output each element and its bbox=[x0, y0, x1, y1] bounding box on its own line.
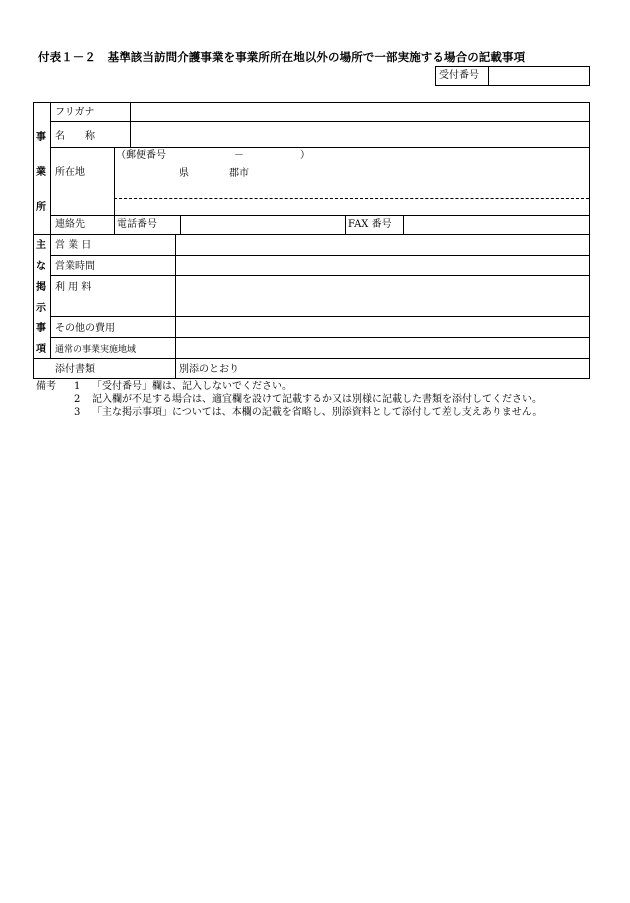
office-section-char-1: 事 bbox=[36, 132, 46, 143]
phone-label: 電話番号 bbox=[117, 219, 157, 230]
receipt-divider bbox=[488, 67, 489, 85]
name-label: 名 称 bbox=[55, 131, 95, 142]
main-items-section-char-6: 項 bbox=[36, 344, 46, 355]
name-field[interactable] bbox=[134, 126, 584, 144]
attachment-value: 別添のとおり bbox=[179, 364, 239, 375]
attachment-label: 添付書類 bbox=[55, 364, 95, 375]
contact-label: 連絡先 bbox=[55, 219, 85, 230]
prefecture-label: 県 bbox=[179, 168, 189, 179]
line-address-bottom bbox=[50, 215, 589, 216]
postal-dash: － bbox=[234, 150, 244, 161]
fax-field[interactable] bbox=[407, 219, 585, 231]
postal-label: （郵便番号 bbox=[116, 150, 166, 161]
main-items-section-char-5: 事 bbox=[36, 323, 46, 334]
phone-field[interactable] bbox=[184, 219, 341, 231]
business-hours-label: 営業時間 bbox=[55, 261, 95, 272]
other-fees-label: その他の費用 bbox=[55, 323, 115, 334]
furigana-field[interactable] bbox=[134, 106, 584, 119]
note-3-number: 3 bbox=[74, 407, 81, 418]
line-other-fees-bottom bbox=[50, 337, 589, 338]
fee-label: 利 用 料 bbox=[55, 282, 92, 293]
city-label: 郡市 bbox=[229, 168, 249, 179]
service-area-field[interactable] bbox=[179, 340, 585, 356]
main-items-section-char-1: 主 bbox=[36, 240, 46, 251]
fax-label-right-divider bbox=[403, 215, 404, 234]
line-business-days-bottom bbox=[50, 255, 589, 256]
line-address-dashed bbox=[114, 198, 589, 199]
note-1-number: 1 bbox=[74, 381, 81, 392]
note-3-text: 「主な掲示事項」については、本欄の記載を省略し、別添資料として添付して差し支えありません。 bbox=[92, 407, 543, 418]
note-2-text: 記入欄が不足する場合は、適宜欄を設けて記載するか又は別様に記載した書類を添付してください。 bbox=[92, 394, 542, 405]
address-label: 所在地 bbox=[55, 167, 85, 178]
main-items-section-char-2: な bbox=[36, 261, 46, 272]
fax-label: FAX 番号 bbox=[348, 219, 392, 230]
main-items-section-char-3: 掲 bbox=[36, 282, 46, 293]
main-items-label-divider bbox=[175, 234, 176, 378]
note-1-text: 「受付番号」欄は、記入しないでください。 bbox=[92, 381, 292, 392]
office-section-char-2: 業 bbox=[36, 167, 46, 178]
contact-label-divider bbox=[114, 215, 115, 234]
line-main-items-bottom bbox=[34, 358, 589, 359]
note-2-number: 2 bbox=[74, 394, 81, 405]
address-field[interactable] bbox=[118, 182, 584, 196]
business-days-label: 営 業 日 bbox=[55, 240, 92, 251]
receipt-number-label: 受付番号 bbox=[439, 70, 479, 81]
fee-field[interactable] bbox=[179, 278, 585, 314]
line-business-hours-bottom bbox=[50, 275, 589, 276]
main-items-section-char-4: 示 bbox=[36, 303, 46, 314]
business-days-field[interactable] bbox=[179, 238, 585, 253]
phone-label-divider bbox=[180, 215, 181, 234]
service-area-label: 通常の事業実施地域 bbox=[55, 345, 137, 355]
address-label-divider bbox=[114, 147, 115, 216]
other-fees-field[interactable] bbox=[179, 319, 585, 335]
line-fee-bottom bbox=[50, 316, 589, 317]
office-label-divider bbox=[130, 103, 131, 148]
section-column-divider bbox=[50, 103, 51, 358]
office-section-char-3: 所 bbox=[36, 202, 46, 213]
postal-close: ） bbox=[300, 150, 310, 161]
line-office-bottom bbox=[34, 234, 589, 235]
furigana-label: フリガナ bbox=[55, 107, 95, 118]
form-title: 付表１－２ 基準該当訪問介護事業を事業所所在地以外の場所で一部実施する場合の記載事項 bbox=[38, 50, 526, 64]
receipt-number-field[interactable] bbox=[492, 70, 586, 82]
notes-heading: 備考 bbox=[36, 381, 56, 392]
fax-label-left-divider bbox=[345, 215, 346, 234]
business-hours-field[interactable] bbox=[179, 258, 585, 273]
